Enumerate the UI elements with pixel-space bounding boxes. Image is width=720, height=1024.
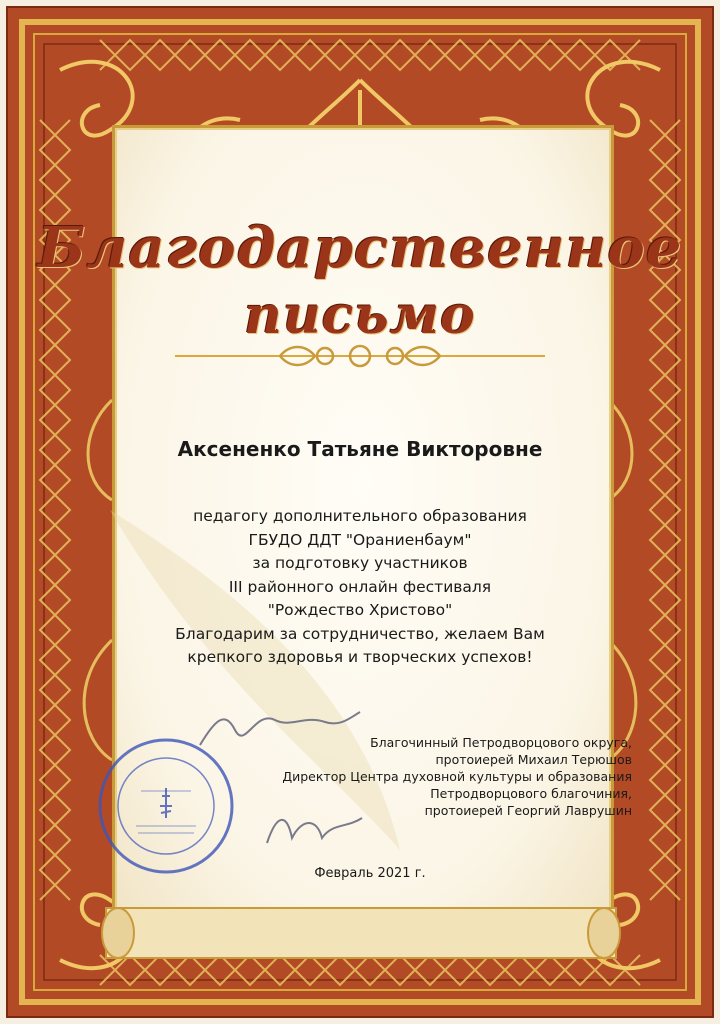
body-line: III районного онлайн фестиваля — [228, 577, 492, 596]
parchment-scroll — [96, 888, 626, 978]
signatory-line: Благочинный Петродворцового округа, — [370, 735, 632, 750]
signatories — [240, 734, 632, 819]
body-line: педагогу дополнительного образования — [193, 507, 527, 525]
signatory-line: протоиерей Георгий Лаврушин — [424, 803, 632, 818]
issue-date: Февраль 2021 г. — [314, 866, 426, 881]
body-line: крепкого здоровья и творческих успехов! — [187, 648, 533, 666]
signatory-line: Директор Центра духовной культуры и образования — [282, 769, 632, 784]
ornamental-divider — [175, 338, 545, 374]
signatory-line: протоиерей Михаил Терюшов — [435, 752, 632, 767]
signatory-line: Петродворцового благочиния, — [430, 786, 632, 801]
body-line: "Рождество Христово" — [267, 601, 453, 619]
body-line: Благодарим за сотрудничество, желаем Вам — [175, 624, 545, 643]
official-stamp — [96, 736, 236, 876]
body-line: за подготовку участников — [252, 554, 468, 572]
body-text — [130, 505, 590, 670]
body-line: ГБУДО ДДТ "Ораниенбаум" — [248, 530, 472, 549]
recipient-name: Аксененко Татьяне Викторовне — [177, 437, 543, 461]
title-line-1: Благодарственное — [37, 215, 683, 281]
title-line-2: письмо — [244, 285, 476, 346]
